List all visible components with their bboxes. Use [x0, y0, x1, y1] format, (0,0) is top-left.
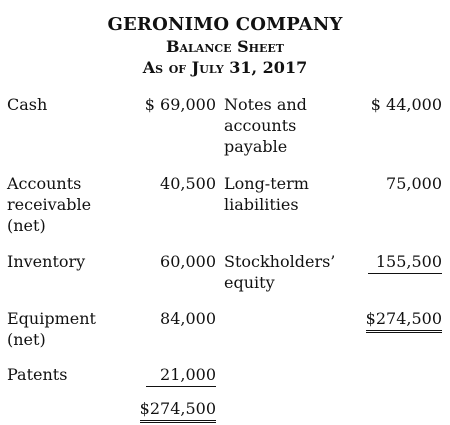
statement-date: As of July 31, 2017 — [142, 58, 308, 77]
asset-label-cash: Cash — [7, 95, 48, 114]
assets-total: $274,500 — [140, 398, 216, 423]
asset-amount-accounts-receivable: 40,500 — [160, 174, 216, 193]
asset-label-patents: Patents — [7, 365, 68, 384]
statement-title: Balance Sheet — [166, 37, 284, 56]
asset-amount-equipment: 84,000 — [160, 309, 216, 328]
asset-label-accounts-receivable: Accounts receivable (net) — [7, 174, 92, 235]
company-name: GERONIMO COMPANY — [107, 14, 343, 35]
equity-label-stockholders: Stockholders’ equity — [224, 252, 336, 292]
asset-amount-cash: $ 69,000 — [144, 95, 216, 114]
balance-sheet-header — [0, 14, 450, 78]
equity-amount-stockholders: 155,500 — [368, 251, 442, 274]
liability-amount-notes-payable: $ 44,000 — [370, 95, 442, 114]
asset-label-equipment: Equipment (net) — [7, 309, 96, 349]
liabilities-equity-total: $274,500 — [366, 308, 442, 333]
asset-label-inventory: Inventory — [7, 252, 86, 271]
liability-label-notes-payable: Notes and accounts payable — [224, 95, 307, 156]
asset-amount-inventory: 60,000 — [160, 252, 216, 271]
liability-label-long-term: Long-term liabilities — [224, 174, 309, 214]
asset-amount-patents: 21,000 — [146, 364, 216, 387]
liability-amount-long-term: 75,000 — [386, 174, 442, 193]
